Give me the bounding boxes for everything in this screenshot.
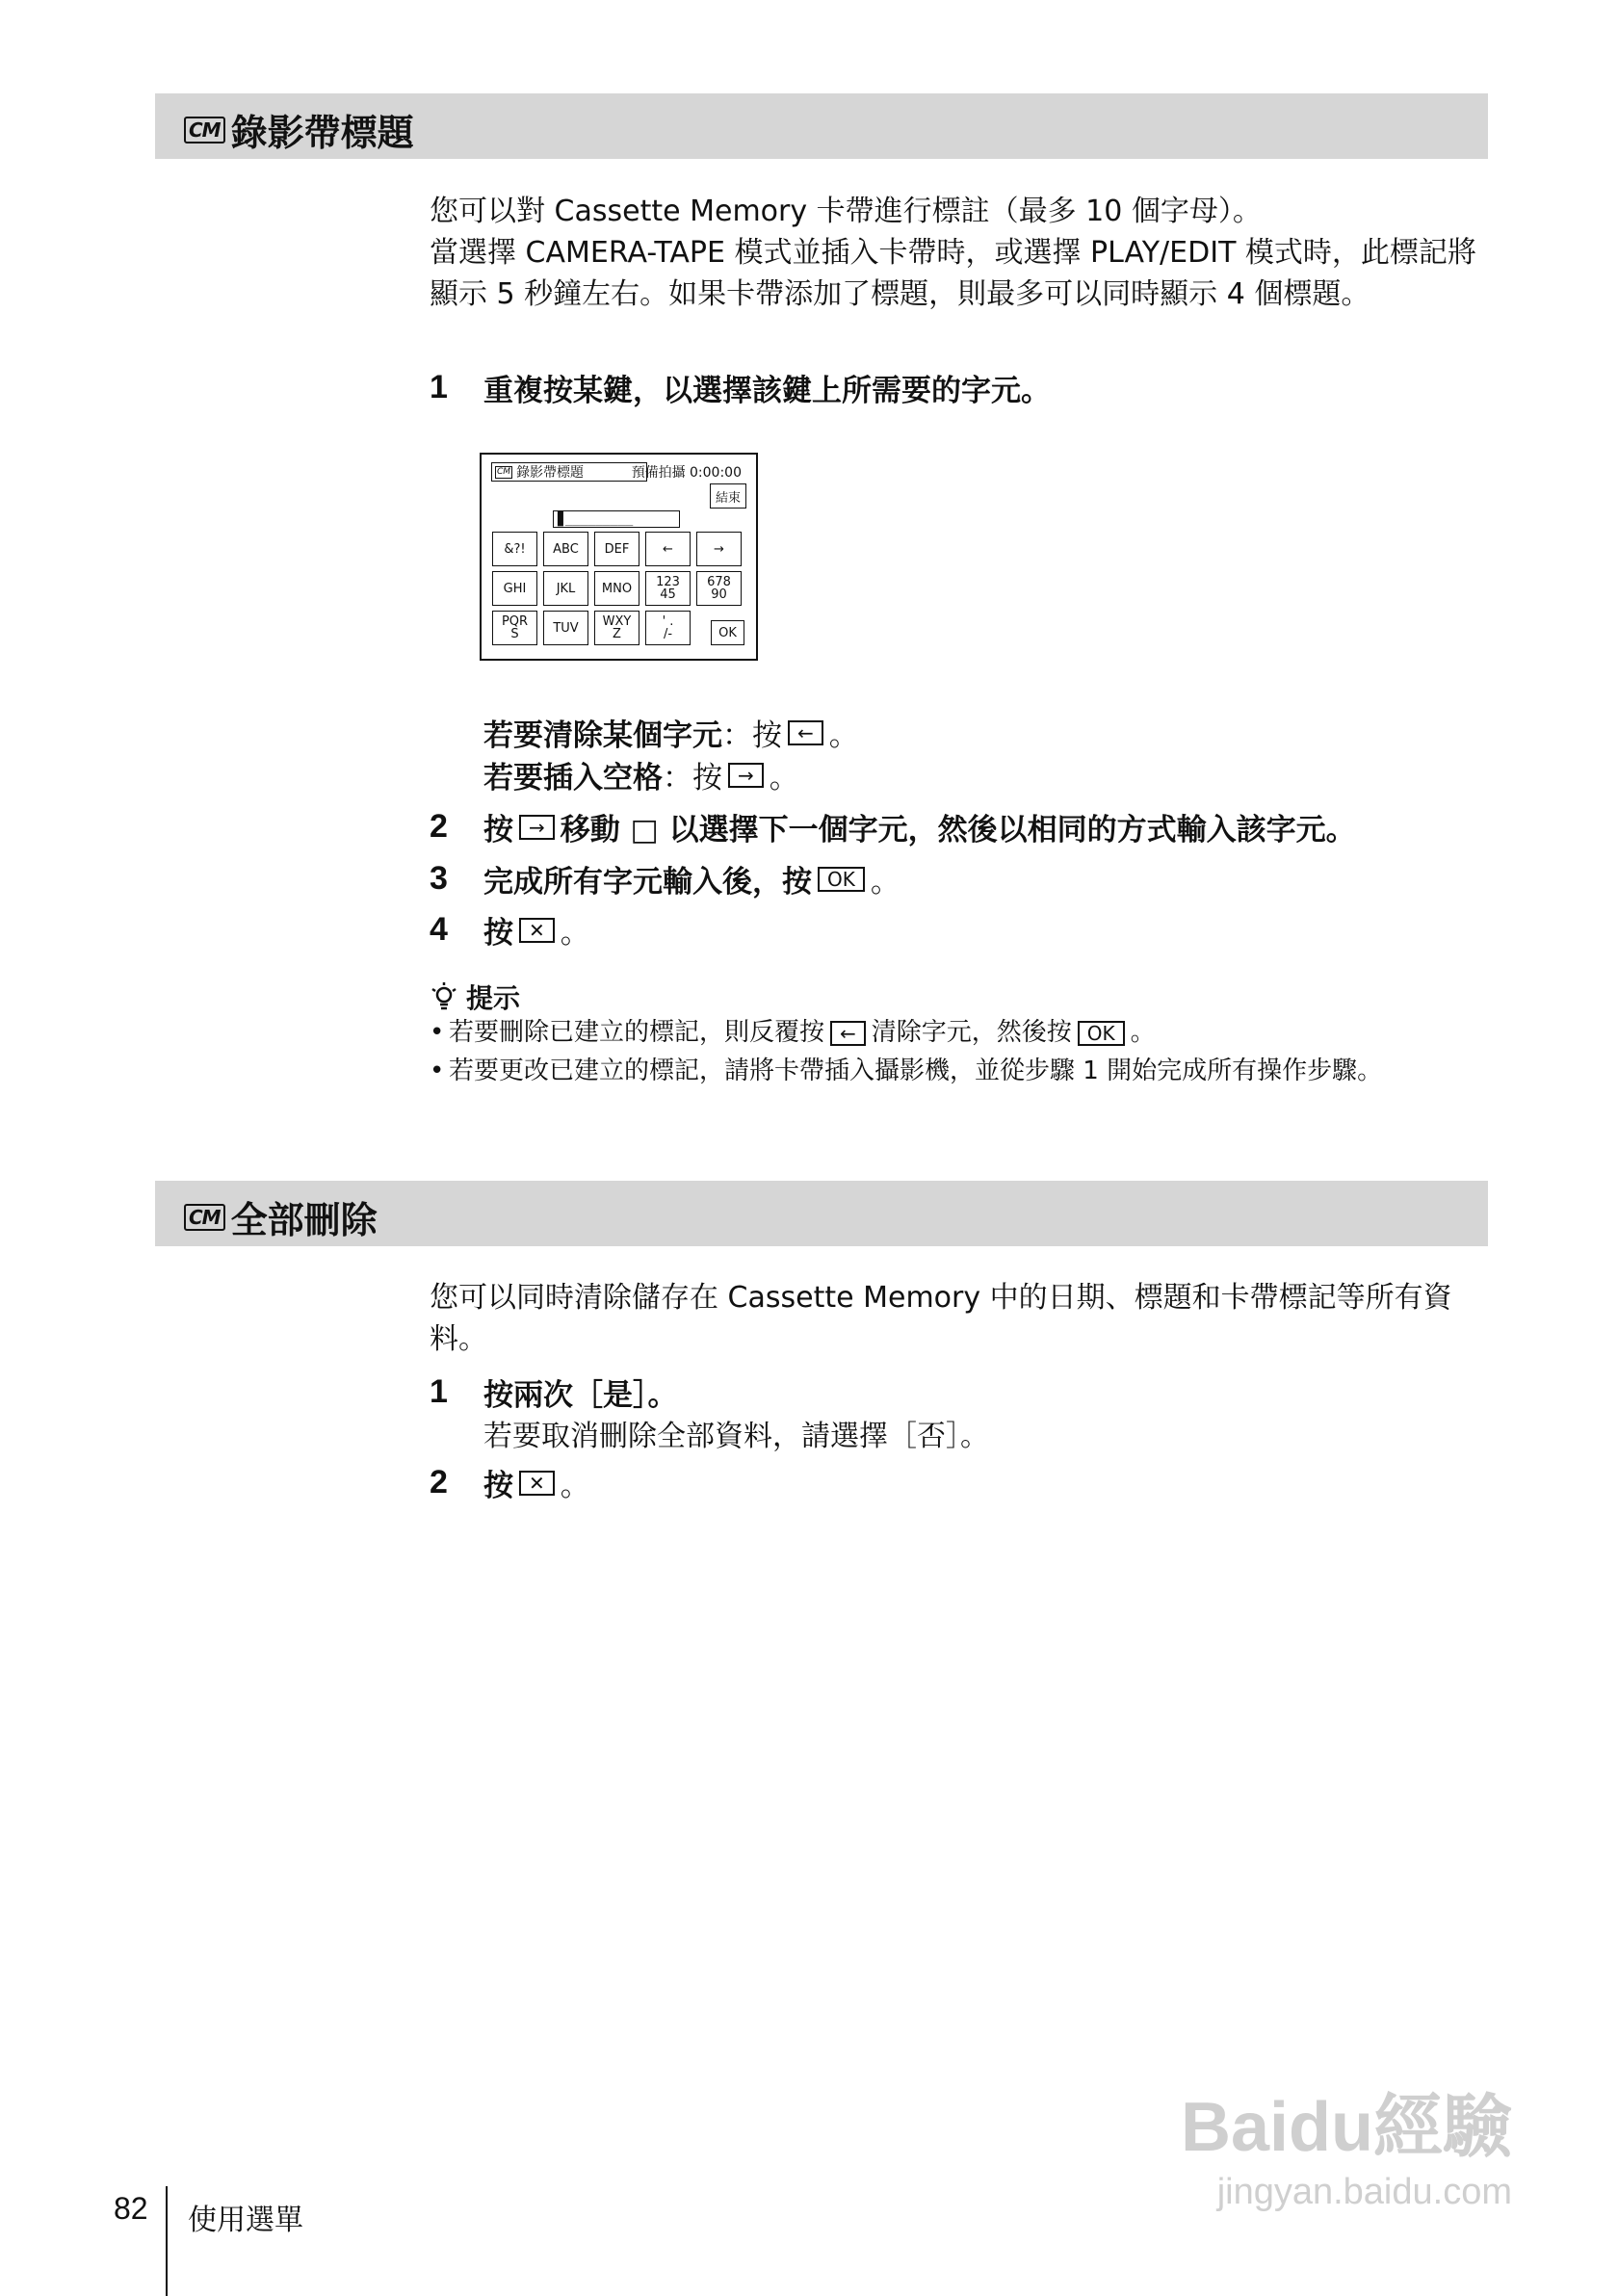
right-arrow-key-icon: →: [728, 763, 764, 788]
lcd-status: 預備拍攝 0:00:00: [631, 465, 742, 481]
tip-text: 清除字元，然後按: [871, 1018, 1072, 1047]
lcd-key: WXY Z: [594, 611, 639, 645]
note-separator: ：按: [663, 761, 722, 796]
cassette-memory-icon: CM: [497, 466, 511, 477]
step-2: [430, 805, 1356, 848]
intro-paragraph: [430, 191, 1489, 315]
step-number: 3: [430, 860, 448, 897]
step-text: 按: [483, 916, 513, 951]
step-number: 2: [430, 808, 448, 845]
section-header-delete-all: [155, 1181, 1488, 1246]
step-number: 1: [430, 1373, 448, 1410]
step-number: 4: [430, 911, 448, 948]
cassette-memory-icon: CM: [184, 117, 225, 144]
period: 。: [560, 1469, 590, 1503]
cassette-memory-icon: CM: [184, 1204, 225, 1231]
ok-key-icon: OK: [1078, 1021, 1125, 1046]
step-3: [430, 857, 900, 900]
step-number: 2: [430, 1464, 448, 1500]
step-2: [430, 1461, 590, 1504]
step-text: 重複按某鍵，以選擇該鍵上所需要的字元。: [483, 374, 1051, 408]
footer-section-label: 使用選單: [188, 2204, 303, 2237]
section-title: [184, 1190, 378, 1243]
step-text: 移動 □ 以選擇下一個字元，然後以相同的方式輸入該字元。: [560, 813, 1356, 848]
left-arrow-key-icon: ←: [788, 720, 823, 745]
step-subtext: 若要取消刪除全部資料，請選擇［否］。: [483, 1420, 989, 1453]
insert-space-note: [483, 753, 799, 796]
tip-item: [430, 1016, 1489, 1049]
ok-key-icon: OK: [818, 867, 865, 892]
lcd-key: JKL: [543, 571, 588, 606]
intro-paragraph: 您可以同時清除儲存在 Cassette Memory 中的日期、標題和卡帶標記等所有資料。: [430, 1281, 1452, 1356]
lcd-ok-button: OK: [711, 620, 744, 645]
watermark-brand: Baidu經驗: [1180, 2089, 1512, 2166]
lcd-key-left-arrow: ←: [645, 532, 691, 566]
lightbulb-icon: [430, 981, 458, 1012]
lcd-end-button: 結束: [710, 483, 746, 509]
tip-text: 若要刪除已建立的標記，則反覆按: [449, 1018, 825, 1047]
step-1: [430, 1370, 678, 1414]
footer-divider: [166, 2186, 168, 2296]
left-arrow-key-icon: ←: [830, 1021, 866, 1046]
section-title-text: 全部刪除: [230, 1199, 378, 1241]
lcd-screen-illustration: [480, 453, 758, 661]
note-separator: ：按: [722, 718, 782, 753]
period: 。: [870, 865, 900, 900]
step-1: [430, 366, 1051, 409]
tip-item: • 若要更改已建立的標記，請將卡帶插入攝影機，並從步驟 1 開始完成所有操作步驟。: [430, 1055, 1412, 1087]
step-number: 1: [430, 369, 448, 405]
lcd-key: MNO: [594, 571, 639, 606]
intro-line-2: 當選擇 CAMERA-TAPE 模式並插入卡帶時，或選擇 PLAY/EDIT 模式時，此標記將顯示 5 秒鐘左右。如果卡帶添加了標題，則最多可以同時顯示 4 個標題。: [430, 236, 1476, 311]
watermark-url: jingyan.baidu.com: [1216, 2172, 1512, 2212]
lcd-key: ABC: [543, 532, 588, 566]
period: 。: [560, 916, 590, 951]
section-title: [184, 103, 414, 156]
lcd-key: PQR S: [492, 611, 537, 645]
period: 。: [828, 718, 859, 753]
lcd-title-input: ▊_________: [553, 510, 680, 528]
lcd-key-right-arrow: →: [696, 532, 742, 566]
step-text: 完成所有字元輸入後，按: [483, 865, 812, 900]
close-key-icon: ✕: [519, 1471, 555, 1496]
lcd-key: &?!: [492, 532, 537, 566]
section-header-title: [155, 93, 1488, 159]
lcd-key: TUV: [543, 611, 588, 645]
lcd-key: DEF: [594, 532, 639, 566]
period: 。: [769, 761, 799, 796]
clear-char-note: [483, 711, 859, 754]
section-title-text: 錄影帶標題: [230, 112, 414, 154]
lcd-key-punctuation: ' . /-: [645, 611, 691, 645]
tip-heading: [430, 978, 520, 1016]
tip-title: 提示: [466, 982, 521, 1014]
right-arrow-key-icon: →: [519, 815, 555, 840]
close-key-icon: ✕: [519, 918, 555, 943]
lcd-key: 123 45: [645, 571, 691, 606]
period: 。: [1130, 1018, 1156, 1047]
lcd-key: GHI: [492, 571, 537, 606]
note-label: 若要插入空格: [483, 761, 663, 796]
lcd-title-text: 錄影帶標題: [516, 465, 585, 481]
step-4: [430, 908, 590, 952]
step-text: 按兩次［是］。: [483, 1378, 678, 1413]
intro-line-1: 您可以對 Cassette Memory 卡帶進行標註（最多 10 個字母）。: [430, 195, 1262, 228]
step-text: 按: [483, 813, 513, 848]
step-text: 按: [483, 1469, 513, 1503]
lcd-key: 678 90: [696, 571, 742, 606]
page-number: 82: [114, 2191, 148, 2226]
note-label: 若要清除某個字元: [483, 718, 722, 753]
